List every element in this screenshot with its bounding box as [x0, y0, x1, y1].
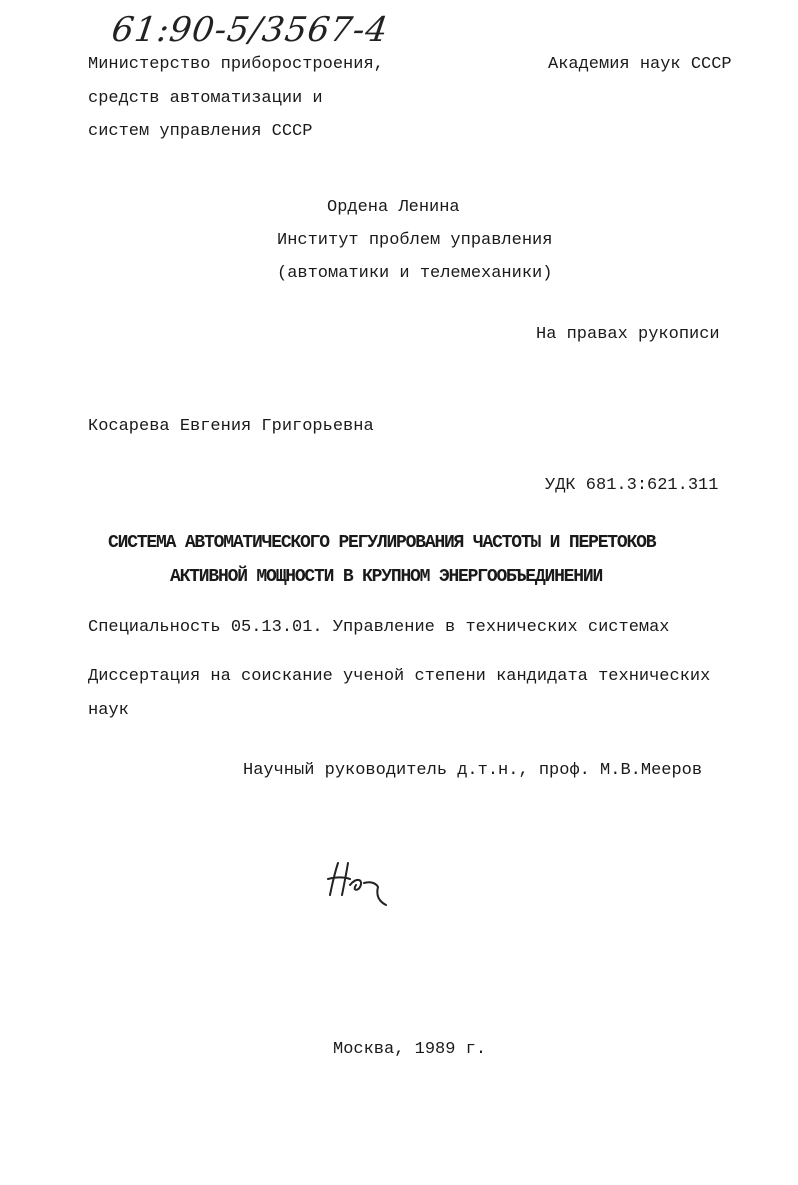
specialty: Специальность 05.13.01. Управление в технических системах — [88, 618, 670, 637]
place-and-year: Москва, 1989 г. — [333, 1040, 487, 1059]
institute-line-2: Институт проблем управления — [277, 231, 553, 250]
thesis-title-line-1: СИСТЕМА АВТОМАТИЧЕСКОГО РЕГУЛИРОВАНИЯ ЧАСТОТЫ И ПЕРЕТОКОВ — [108, 533, 656, 553]
ministry-line-1: Министерство приборостроения, — [88, 55, 384, 74]
ministry-line-2: средств автоматизации и — [88, 89, 323, 108]
dissertation-line-1: Диссертация на соискание ученой степени кандидата технических — [88, 667, 711, 686]
ministry-line-3: систем управления СССР — [88, 122, 313, 141]
archive-number-handwritten: 61:90-5/3567-4 — [109, 10, 392, 50]
academy-name: Академия наук СССР — [548, 55, 732, 74]
institute-line-3: (автоматики и телемеханики) — [277, 264, 553, 283]
udc-code: УДК 681.3:621.311 — [545, 476, 719, 495]
signature — [320, 855, 400, 915]
institute-line-1: Ордена Ленина — [327, 198, 460, 217]
supervisor: Научный руководитель д.т.н., проф. М.В.Мееров — [243, 761, 703, 780]
dissertation-line-2: наук — [88, 701, 129, 720]
thesis-title-line-2: АКТИВНОЙ МОЩНОСТИ В КРУПНОМ ЭНЕРГООБЪЕДИНЕНИИ — [170, 567, 603, 587]
author-name: Косарева Евгения Григорьевна — [88, 417, 374, 436]
manuscript-note: На правах рукописи — [536, 325, 720, 344]
